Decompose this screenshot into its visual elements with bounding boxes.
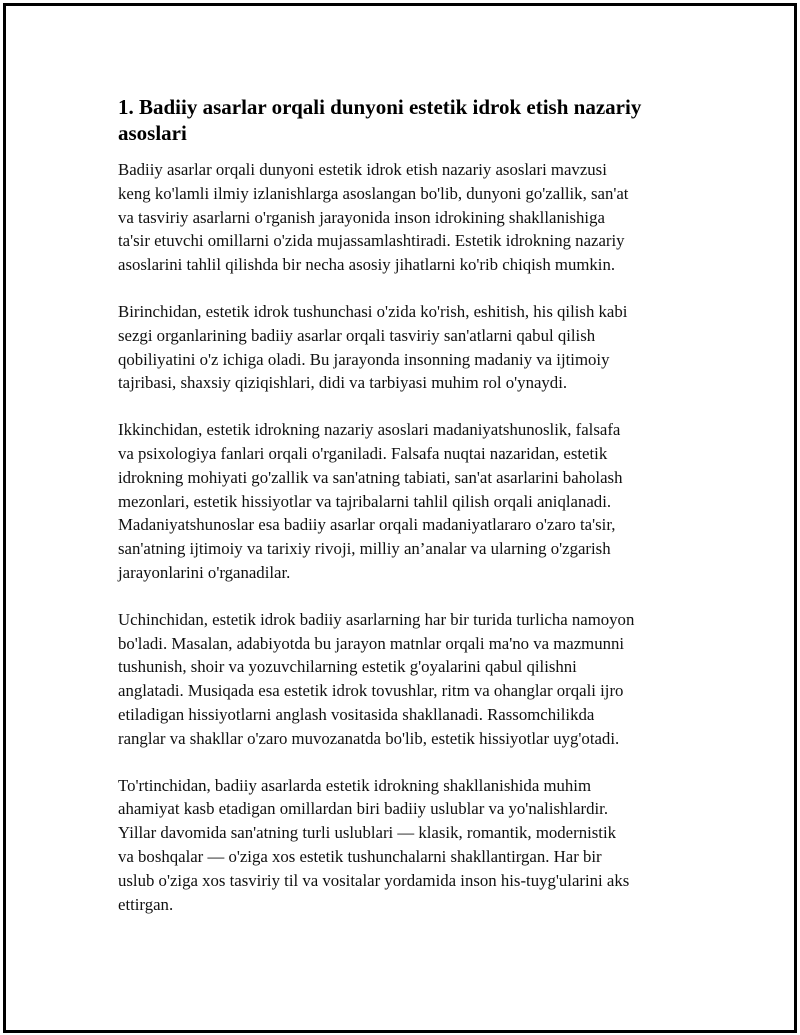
text-line: ahamiyat kasb etadigan omillardan biri badiiy uslublar va yo'nalishlardir.	[118, 799, 609, 819]
text-line: Yillar davomida san'atning turli uslublari — klasik, romantik, modernistik	[118, 823, 616, 843]
text-line: Ikkinchidan, estetik idrokning nazariy asoslari madaniyatshunoslik, falsafa	[118, 420, 621, 440]
text-line: Badiiy asarlar orqali dunyoni estetik idrok etish nazariy asoslari mavzusi	[118, 160, 607, 179]
text-line: va boshqalar — o'ziga xos estetik tushunchalarni shakllantirgan. Har bir	[118, 846, 602, 866]
text-line: Madaniyatshunoslar esa badiiy asarlar orqali madaniyatlararo o'zaro ta'sir,	[118, 515, 616, 535]
text-line: uslub o'ziga xos tasviriy til va vositalar yordamida inson his-tuyg'ularini aks	[118, 870, 630, 890]
text-line: mezonlari, estetik hissiyotlar va tajribalarni tahlil qilish orqali aniqlanadi.	[118, 491, 612, 511]
text-line: jarayonlarini o'rganadilar.	[118, 562, 291, 582]
text-line: bo'ladi. Masalan, adabiyotda bu jarayon matnlar orqali ma'no va mazmunni	[118, 633, 625, 653]
paragraph-5	[118, 774, 698, 917]
text-line: Uchinchidan, estetik idrok badiiy asarlarning har bir turida turlicha namoyon	[118, 609, 635, 629]
text-line: qobiliyatini o'z ichiga oladi. Bu jarayonda insonning madaniy va ijtimoiy	[118, 349, 610, 369]
text-line: tajribasi, shaxsiy qiziqishlari, didi va tarbiyasi muhim rol o'ynaydi.	[118, 373, 568, 393]
heading-line: 1. Badiiy asarlar orqali dunyoni estetik idrok etish nazariy	[118, 95, 642, 119]
paragraph-3	[118, 418, 698, 585]
paragraph-4	[118, 608, 698, 751]
text-line: Birinchidan, estetik idrok tushunchasi o'zida ko'rish, eshitish, his qilish kabi	[118, 301, 628, 321]
text-line: ranglar va shakllar o'zaro muvozanatda bo'lib, estetik hissiyotlar uyg'otadi.	[118, 728, 620, 748]
text-line: ta'sir etuvchi omillarni o'zida mujassamlashtiradi. Estetik idrokning nazariy	[118, 231, 625, 251]
text-line: asoslarini tahlil qilishda bir necha asosiy jihatlarni ko'rib chiqish mumkin.	[118, 255, 616, 275]
document-body	[118, 94, 698, 939]
paragraph-2	[118, 300, 698, 395]
text-line: san'atning ijtimoiy va tarixiy rivoji, milliy an’analar va ularning o'zgarish	[118, 539, 611, 559]
text-line: ettirgan.	[118, 894, 174, 914]
paragraph-1	[118, 158, 698, 277]
text-line: anglatadi. Musiqada esa estetik idrok tovushlar, ritm va ohanglar orqali ijro	[118, 681, 624, 701]
text-line: tushunish, shoir va yozuvchilarning estetik g'oyalarini qabul qilishni	[118, 657, 577, 677]
text-line: sezgi organlarining badiiy asarlar orqali tasviriy san'atlarni qabul qilish	[118, 325, 596, 345]
text-line: idrokning mohiyati go'zallik va san'atning tabiati, san'at asarlarini baholash	[118, 467, 623, 487]
text-line: va tasviriy asarlarni o'rganish jarayonida inson idrokining shakllanishiga	[118, 207, 605, 227]
text-line: etiladigan hissiyotlarni anglash vositasida shakllanadi. Rassomchilikda	[118, 704, 595, 724]
text-line: va psixologiya fanlari orqali o'rganiladi. Falsafa nuqtai nazaridan, estetik	[118, 443, 608, 463]
section-heading	[118, 94, 698, 146]
text-line: keng ko'lamli ilmiy izlanishlarga asoslangan bo'lib, dunyoni go'zallik, san'at	[118, 183, 629, 203]
heading-line: asoslari	[118, 121, 187, 145]
text-line: To'rtinchidan, badiiy asarlarda estetik idrokning shakllanishida muhim	[118, 775, 592, 795]
